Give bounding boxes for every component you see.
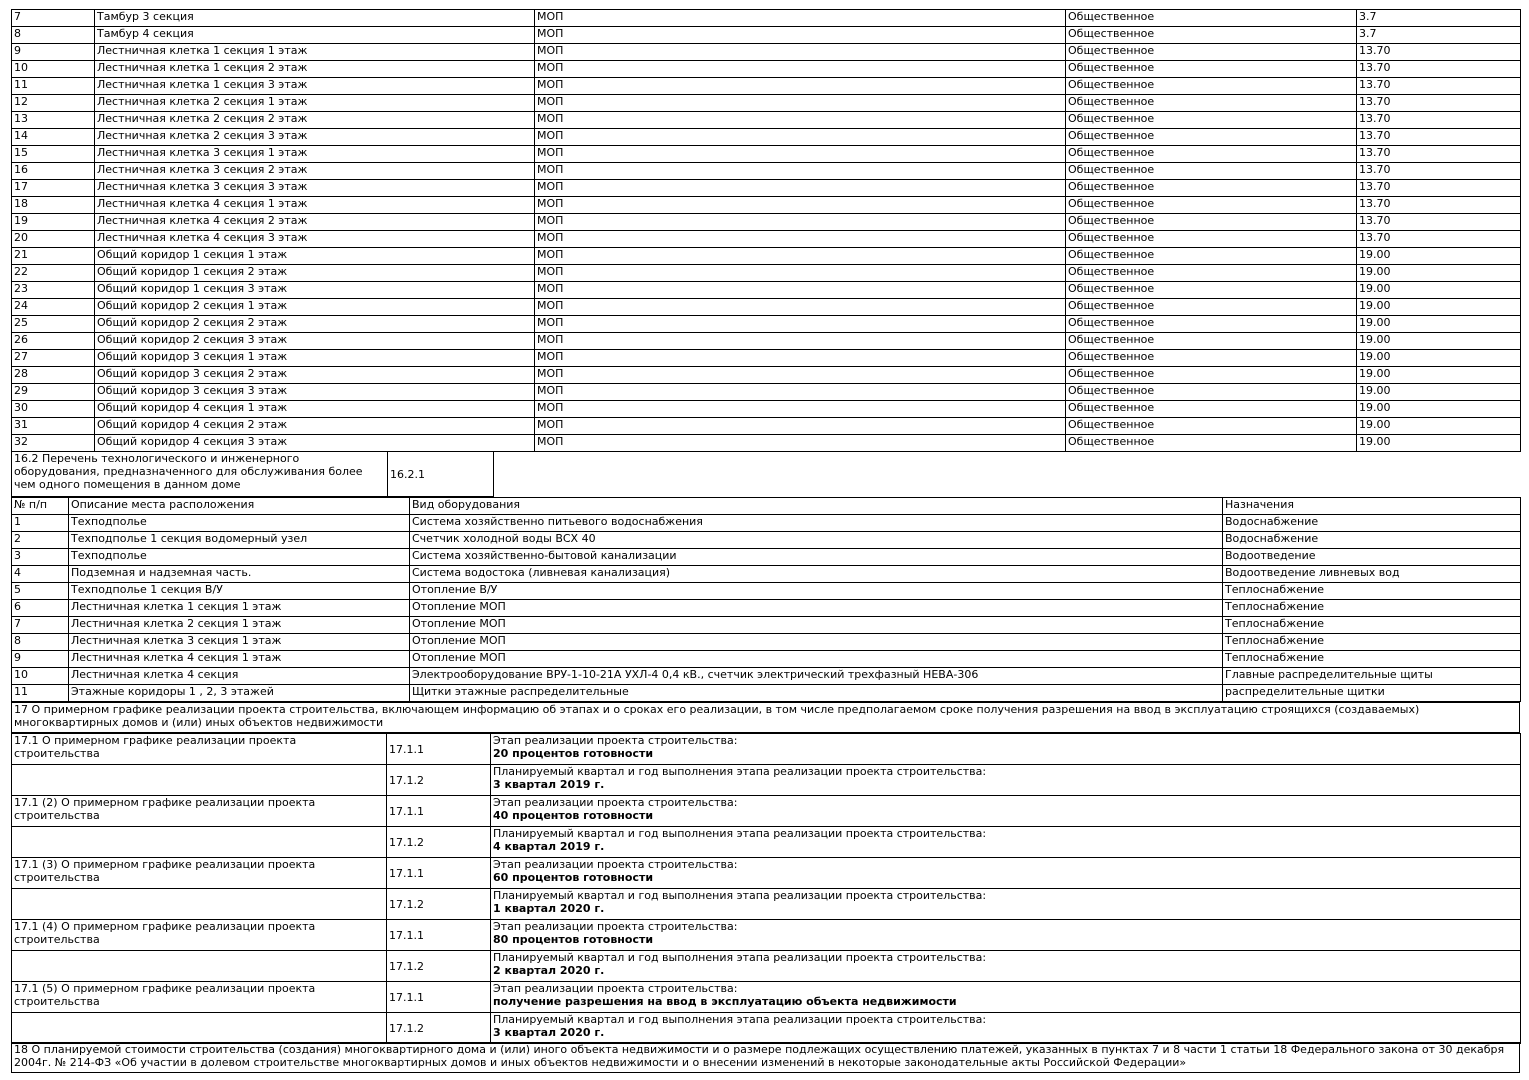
premises-name: Лестничная клетка 2 секция 2 этаж: [95, 112, 535, 129]
equipment-purpose: Водоснабжение: [1223, 515, 1521, 532]
premises-row: [12, 367, 1521, 384]
premises-purpose: Общественное: [1066, 299, 1357, 316]
equipment-purpose: Теплоснабжение: [1223, 634, 1521, 651]
quarter-row: [12, 1013, 1521, 1044]
premises-number: 26: [12, 333, 95, 350]
equipment-purpose: Теплоснабжение: [1223, 617, 1521, 634]
quarter-code: 17.1.2: [387, 1013, 491, 1044]
premises-number: 27: [12, 350, 95, 367]
quarter-value: 4 квартал 2019 г.: [493, 840, 605, 853]
quarter-value: 3 квартал 2019 г.: [493, 778, 605, 791]
premises-area: 19.00: [1357, 248, 1521, 265]
stage-value-cell: [491, 796, 1521, 827]
quarter-label: Планируемый квартал и год выполнения этапа реализации проекта строительства:: [493, 889, 987, 902]
premises-area: 19.00: [1357, 418, 1521, 435]
premises-area: 13.70: [1357, 44, 1521, 61]
quarter-value: 1 квартал 2020 г.: [493, 902, 605, 915]
stage-title: 17.1 О примерном графике реализации проекта строительства: [12, 734, 387, 765]
premises-number: 18: [12, 197, 95, 214]
premises-row: [12, 265, 1521, 282]
premises-name: Лестничная клетка 4 секция 3 этаж: [95, 231, 535, 248]
quarter-title-empty: [12, 951, 387, 982]
premises-row: [12, 61, 1521, 78]
premises-number: 23: [12, 282, 95, 299]
premises-name: Лестничная клетка 4 секция 2 этаж: [95, 214, 535, 231]
quarter-title-empty: [12, 765, 387, 796]
stage-row: [12, 796, 1521, 827]
quarter-row: [12, 951, 1521, 982]
premises-name: Общий коридор 1 секция 2 этаж: [95, 265, 535, 282]
premises-purpose: Общественное: [1066, 112, 1357, 129]
quarter-row: [12, 889, 1521, 920]
quarter-value-cell: [491, 951, 1521, 982]
equipment-row: [12, 634, 1521, 651]
equipment-table: [11, 497, 1521, 702]
premises-name: Лестничная клетка 4 секция 1 этаж: [95, 197, 535, 214]
quarter-title-empty: [12, 1013, 387, 1044]
equipment-place: Лестничная клетка 1 секция 1 этаж: [69, 600, 410, 617]
premises-name: Лестничная клетка 2 секция 3 этаж: [95, 129, 535, 146]
equipment-kind: Отопление МОП: [410, 617, 1223, 634]
premises-name: Общий коридор 2 секция 3 этаж: [95, 333, 535, 350]
stage-value: 40 процентов готовности: [493, 809, 654, 822]
premises-number: 31: [12, 418, 95, 435]
equipment-purpose: Водоотведение: [1223, 549, 1521, 566]
premises-number: 9: [12, 44, 95, 61]
premises-row: [12, 333, 1521, 350]
premises-area: 19.00: [1357, 401, 1521, 418]
equipment-kind: Отопление МОП: [410, 651, 1223, 668]
premises-row: [12, 95, 1521, 112]
premises-type: МОП: [535, 384, 1066, 401]
premises-type: МОП: [535, 112, 1066, 129]
equipment-kind: Щитки этажные распределительные: [410, 685, 1223, 702]
premises-name: Лестничная клетка 3 секция 3 этаж: [95, 180, 535, 197]
equipment-number: 9: [12, 651, 69, 668]
equipment-place: Этажные коридоры 1 , 2, 3 этажей: [69, 685, 410, 702]
premises-row: [12, 316, 1521, 333]
premises-type: МОП: [535, 418, 1066, 435]
section-18-text: 18 О планируемой стоимости строительства (создания) многоквартирного дома и (или) иного объекта недвижимости и о размере подлежащих осуществлению платежей, указанных в пунктах 7 и 8 части 1 статьи 18 Федерального закона от 30 декабря 2004г. № 214-ФЗ «Об участии в долевом строительстве многоквартирных домов и иных объектов недвижимости и о внесении изменений в некоторые законодательные акты Российской Федерации»: [12, 1043, 1520, 1073]
premises-name: Лестничная клетка 3 секция 2 этаж: [95, 163, 535, 180]
premises-row: [12, 129, 1521, 146]
premises-number: 24: [12, 299, 95, 316]
equipment-header-cell: Назначения: [1223, 498, 1521, 515]
premises-row: [12, 197, 1521, 214]
quarter-row: [12, 827, 1521, 858]
equipment-purpose: Водоотведение ливневых вод: [1223, 566, 1521, 583]
equipment-kind: Электрооборудование ВРУ-1-10-21А УХЛ-4 0,4 кВ., счетчик электрический трехфазный НЕВА-306: [410, 668, 1223, 685]
premises-purpose: Общественное: [1066, 95, 1357, 112]
equipment-purpose: Главные распределительные щиты: [1223, 668, 1521, 685]
equipment-number: 2: [12, 532, 69, 549]
premises-purpose: Общественное: [1066, 10, 1357, 27]
premises-number: 13: [12, 112, 95, 129]
quarter-label: Планируемый квартал и год выполнения этапа реализации проекта строительства:: [493, 1013, 987, 1026]
equipment-header-row: [12, 498, 1521, 515]
premises-table: [11, 9, 1521, 452]
premises-row: [12, 231, 1521, 248]
stage-code: 17.1.1: [387, 920, 491, 951]
equipment-kind: Система хозяйственно питьевого водоснабжения: [410, 515, 1223, 532]
premises-row: [12, 418, 1521, 435]
premises-type: МОП: [535, 44, 1066, 61]
premises-purpose: Общественное: [1066, 333, 1357, 350]
premises-purpose: Общественное: [1066, 418, 1357, 435]
quarter-label: Планируемый квартал и год выполнения этапа реализации проекта строительства:: [493, 951, 987, 964]
premises-row: [12, 78, 1521, 95]
equipment-table-body: [12, 515, 1521, 702]
equipment-kind: Отопление МОП: [410, 634, 1223, 651]
section-17-table: [11, 702, 1520, 733]
premises-row: [12, 384, 1521, 401]
premises-purpose: Общественное: [1066, 61, 1357, 78]
stage-code: 17.1.1: [387, 796, 491, 827]
premises-name: Общий коридор 4 секция 2 этаж: [95, 418, 535, 435]
equipment-kind: Счетчик холодной воды ВСХ 40: [410, 532, 1223, 549]
premises-number: 19: [12, 214, 95, 231]
quarter-value: 2 квартал 2020 г.: [493, 964, 605, 977]
equipment-header-cell: Описание места расположения: [69, 498, 410, 515]
premises-type: МОП: [535, 248, 1066, 265]
premises-name: Лестничная клетка 3 секция 1 этаж: [95, 146, 535, 163]
stage-label: Этап реализации проекта строительства:: [493, 734, 738, 747]
premises-area: 13.70: [1357, 163, 1521, 180]
equipment-row: [12, 549, 1521, 566]
quarter-value-cell: [491, 889, 1521, 920]
premises-number: 25: [12, 316, 95, 333]
premises-row: [12, 214, 1521, 231]
premises-area: 19.00: [1357, 316, 1521, 333]
equipment-kind: Система хозяйственно-бытовой канализации: [410, 549, 1223, 566]
stage-code: 17.1.1: [387, 734, 491, 765]
stage-row: [12, 858, 1521, 889]
premises-purpose: Общественное: [1066, 316, 1357, 333]
premises-purpose: Общественное: [1066, 282, 1357, 299]
premises-name: Общий коридор 3 секция 3 этаж: [95, 384, 535, 401]
premises-type: МОП: [535, 316, 1066, 333]
equipment-number: 10: [12, 668, 69, 685]
premises-type: МОП: [535, 214, 1066, 231]
premises-row: [12, 401, 1521, 418]
quarter-code: 17.1.2: [387, 765, 491, 796]
equipment-number: 6: [12, 600, 69, 617]
quarter-code: 17.1.2: [387, 951, 491, 982]
premises-purpose: Общественное: [1066, 163, 1357, 180]
premises-area: 19.00: [1357, 265, 1521, 282]
premises-type: МОП: [535, 333, 1066, 350]
equipment-place: Техподполье: [69, 515, 410, 532]
quarter-title-empty: [12, 827, 387, 858]
premises-number: 7: [12, 10, 95, 27]
stage-title: 17.1 (2) О примерном графике реализации проекта строительства: [12, 796, 387, 827]
premises-row: [12, 112, 1521, 129]
premises-purpose: Общественное: [1066, 78, 1357, 95]
premises-area: 13.70: [1357, 78, 1521, 95]
premises-row: [12, 282, 1521, 299]
premises-area: 19.00: [1357, 282, 1521, 299]
equipment-row: [12, 651, 1521, 668]
equipment-row: [12, 566, 1521, 583]
equipment-place: Техподполье: [69, 549, 410, 566]
premises-row: [12, 299, 1521, 316]
section-16-2-table: [11, 451, 1521, 497]
premises-type: МОП: [535, 61, 1066, 78]
premises-name: Общий коридор 3 секция 1 этаж: [95, 350, 535, 367]
premises-name: Тамбур 3 секция: [95, 10, 535, 27]
premises-type: МОП: [535, 129, 1066, 146]
premises-area: 3.7: [1357, 10, 1521, 27]
quarter-code: 17.1.2: [387, 889, 491, 920]
premises-area: 19.00: [1357, 350, 1521, 367]
stage-title: 17.1 (4) О примерном графике реализации проекта строительства: [12, 920, 387, 951]
stage-code: 17.1.1: [387, 858, 491, 889]
premises-name: Тамбур 4 секция: [95, 27, 535, 44]
premises-area: 3.7: [1357, 27, 1521, 44]
premises-purpose: Общественное: [1066, 248, 1357, 265]
premises-purpose: Общественное: [1066, 367, 1357, 384]
premises-type: МОП: [535, 265, 1066, 282]
equipment-place: Лестничная клетка 4 секция 1 этаж: [69, 651, 410, 668]
premises-name: Лестничная клетка 1 секция 2 этаж: [95, 61, 535, 78]
equipment-kind: Отопление МОП: [410, 600, 1223, 617]
premises-purpose: Общественное: [1066, 197, 1357, 214]
equipment-row: [12, 668, 1521, 685]
equipment-place: Лестничная клетка 4 секция: [69, 668, 410, 685]
premises-type: МОП: [535, 282, 1066, 299]
equipment-row: [12, 583, 1521, 600]
stage-value-cell: [491, 734, 1521, 765]
equipment-purpose: Теплоснабжение: [1223, 600, 1521, 617]
premises-type: МОП: [535, 95, 1066, 112]
section-16-2-label: 16.2 Перечень технологического и инженерного оборудования, предназначенного для обслуживания более чем одного помещения в данном доме: [12, 452, 388, 497]
premises-area: 13.70: [1357, 112, 1521, 129]
equipment-row: [12, 685, 1521, 702]
premises-row: [12, 435, 1521, 452]
quarter-title-empty: [12, 889, 387, 920]
premises-number: 17: [12, 180, 95, 197]
stage-label: Этап реализации проекта строительства:: [493, 796, 738, 809]
stage-value: 80 процентов готовности: [493, 933, 654, 946]
premises-area: 19.00: [1357, 367, 1521, 384]
premises-purpose: Общественное: [1066, 265, 1357, 282]
premises-type: МОП: [535, 78, 1066, 95]
premises-area: 13.70: [1357, 197, 1521, 214]
premises-name: Общий коридор 1 секция 1 этаж: [95, 248, 535, 265]
quarter-value: 3 квартал 2020 г.: [493, 1026, 605, 1039]
premises-type: МОП: [535, 10, 1066, 27]
premises-type: МОП: [535, 163, 1066, 180]
section-17-text: 17 О примерном графике реализации проекта строительства, включающем информацию об этапах и о сроках его реализации, в том числе предполагаемом сроке получения разрешения на ввод в эксплуатацию строящихся (создаваемых) многоквартирных домов и (или) иных объектов недвижимости: [12, 703, 1520, 733]
premises-number: 10: [12, 61, 95, 78]
premises-area: 13.70: [1357, 180, 1521, 197]
premises-number: 16: [12, 163, 95, 180]
premises-name: Общий коридор 4 секция 3 этаж: [95, 435, 535, 452]
equipment-row: [12, 600, 1521, 617]
quarter-value-cell: [491, 765, 1521, 796]
premises-area: 19.00: [1357, 435, 1521, 452]
premises-name: Лестничная клетка 1 секция 3 этаж: [95, 78, 535, 95]
equipment-number: 5: [12, 583, 69, 600]
premises-purpose: Общественное: [1066, 180, 1357, 197]
premises-name: Лестничная клетка 2 секция 1 этаж: [95, 95, 535, 112]
premises-number: 32: [12, 435, 95, 452]
equipment-number: 4: [12, 566, 69, 583]
stage-row: [12, 734, 1521, 765]
equipment-purpose: Теплоснабжение: [1223, 651, 1521, 668]
stage-row: [12, 920, 1521, 951]
premises-name: Лестничная клетка 1 секция 1 этаж: [95, 44, 535, 61]
premises-number: 29: [12, 384, 95, 401]
equipment-place: Лестничная клетка 2 секция 1 этаж: [69, 617, 410, 634]
quarter-value-cell: [491, 1013, 1521, 1044]
stage-value: 20 процентов готовности: [493, 747, 654, 760]
premises-number: 20: [12, 231, 95, 248]
premises-number: 15: [12, 146, 95, 163]
premises-number: 28: [12, 367, 95, 384]
premises-area: 13.70: [1357, 95, 1521, 112]
premises-name: Общий коридор 1 секция 3 этаж: [95, 282, 535, 299]
premises-table-body: [12, 10, 1521, 452]
equipment-row: [12, 532, 1521, 549]
quarter-value-cell: [491, 827, 1521, 858]
equipment-number: 1: [12, 515, 69, 532]
premises-row: [12, 10, 1521, 27]
stage-value-cell: [491, 920, 1521, 951]
premises-name: Общий коридор 4 секция 1 этаж: [95, 401, 535, 418]
equipment-number: 8: [12, 634, 69, 651]
premises-type: МОП: [535, 435, 1066, 452]
premises-row: [12, 350, 1521, 367]
equipment-purpose: Теплоснабжение: [1223, 583, 1521, 600]
premises-area: 13.70: [1357, 146, 1521, 163]
premises-row: [12, 163, 1521, 180]
premises-type: МОП: [535, 231, 1066, 248]
premises-name: Общий коридор 3 секция 2 этаж: [95, 367, 535, 384]
stage-value-cell: [491, 982, 1521, 1013]
stage-title: 17.1 (5) О примерном графике реализации проекта строительства: [12, 982, 387, 1013]
premises-area: 13.70: [1357, 231, 1521, 248]
section-16-2-value: [494, 452, 1521, 497]
premises-number: 30: [12, 401, 95, 418]
stage-value: получение разрешения на ввод в эксплуатацию объекта недвижимости: [493, 995, 957, 1008]
premises-number: 21: [12, 248, 95, 265]
equipment-purpose: Водоснабжение: [1223, 532, 1521, 549]
premises-purpose: Общественное: [1066, 350, 1357, 367]
quarter-row: [12, 765, 1521, 796]
premises-number: 8: [12, 27, 95, 44]
premises-area: 19.00: [1357, 299, 1521, 316]
premises-number: 12: [12, 95, 95, 112]
premises-row: [12, 27, 1521, 44]
premises-type: МОП: [535, 367, 1066, 384]
stage-title: 17.1 (3) О примерном графике реализации проекта строительства: [12, 858, 387, 889]
equipment-header-cell: Вид оборудования: [410, 498, 1223, 515]
premises-type: МОП: [535, 146, 1066, 163]
premises-type: МОП: [535, 299, 1066, 316]
stages-table: [11, 733, 1521, 1044]
premises-area: 19.00: [1357, 384, 1521, 401]
stage-value-cell: [491, 858, 1521, 889]
premises-type: МОП: [535, 350, 1066, 367]
premises-area: 13.70: [1357, 129, 1521, 146]
stage-row: [12, 982, 1521, 1013]
premises-purpose: Общественное: [1066, 231, 1357, 248]
equipment-row: [12, 515, 1521, 532]
equipment-place: Техподполье 1 секция В/У: [69, 583, 410, 600]
premises-purpose: Общественное: [1066, 401, 1357, 418]
equipment-row: [12, 617, 1521, 634]
quarter-label: Планируемый квартал и год выполнения этапа реализации проекта строительства:: [493, 765, 987, 778]
equipment-purpose: распределительные щитки: [1223, 685, 1521, 702]
equipment-number: 11: [12, 685, 69, 702]
equipment-number: 7: [12, 617, 69, 634]
quarter-code: 17.1.2: [387, 827, 491, 858]
stage-label: Этап реализации проекта строительства:: [493, 858, 738, 871]
stage-label: Этап реализации проекта строительства:: [493, 920, 738, 933]
premises-area: 13.70: [1357, 214, 1521, 231]
premises-purpose: Общественное: [1066, 27, 1357, 44]
premises-row: [12, 180, 1521, 197]
premises-name: Общий коридор 2 секция 2 этаж: [95, 316, 535, 333]
premises-row: [12, 146, 1521, 163]
premises-type: МОП: [535, 27, 1066, 44]
premises-purpose: Общественное: [1066, 44, 1357, 61]
stage-label: Этап реализации проекта строительства:: [493, 982, 738, 995]
premises-type: МОП: [535, 401, 1066, 418]
premises-purpose: Общественное: [1066, 129, 1357, 146]
equipment-number: 3: [12, 549, 69, 566]
premises-type: МОП: [535, 180, 1066, 197]
premises-purpose: Общественное: [1066, 435, 1357, 452]
equipment-place: Техподполье 1 секция водомерный узел: [69, 532, 410, 549]
premises-area: 13.70: [1357, 61, 1521, 78]
premises-area: 19.00: [1357, 333, 1521, 350]
premises-name: Общий коридор 2 секция 1 этаж: [95, 299, 535, 316]
premises-purpose: Общественное: [1066, 384, 1357, 401]
premises-number: 14: [12, 129, 95, 146]
stage-value: 60 процентов готовности: [493, 871, 654, 884]
premises-type: МОП: [535, 197, 1066, 214]
quarter-label: Планируемый квартал и год выполнения этапа реализации проекта строительства:: [493, 827, 987, 840]
section-16-2-code: 16.2.1: [388, 452, 494, 497]
equipment-kind: Система водостока (ливневая канализация): [410, 566, 1223, 583]
premises-purpose: Общественное: [1066, 214, 1357, 231]
premises-number: 22: [12, 265, 95, 282]
equipment-kind: Отопление В/У: [410, 583, 1223, 600]
equipment-place: Лестничная клетка 3 секция 1 этаж: [69, 634, 410, 651]
section-18-table: [11, 1042, 1520, 1073]
premises-row: [12, 44, 1521, 61]
stages-table-body: [12, 734, 1521, 1044]
premises-number: 11: [12, 78, 95, 95]
equipment-header-cell: № п/п: [12, 498, 69, 515]
equipment-place: Подземная и надземная часть.: [69, 566, 410, 583]
stage-code: 17.1.1: [387, 982, 491, 1013]
premises-purpose: Общественное: [1066, 146, 1357, 163]
premises-row: [12, 248, 1521, 265]
